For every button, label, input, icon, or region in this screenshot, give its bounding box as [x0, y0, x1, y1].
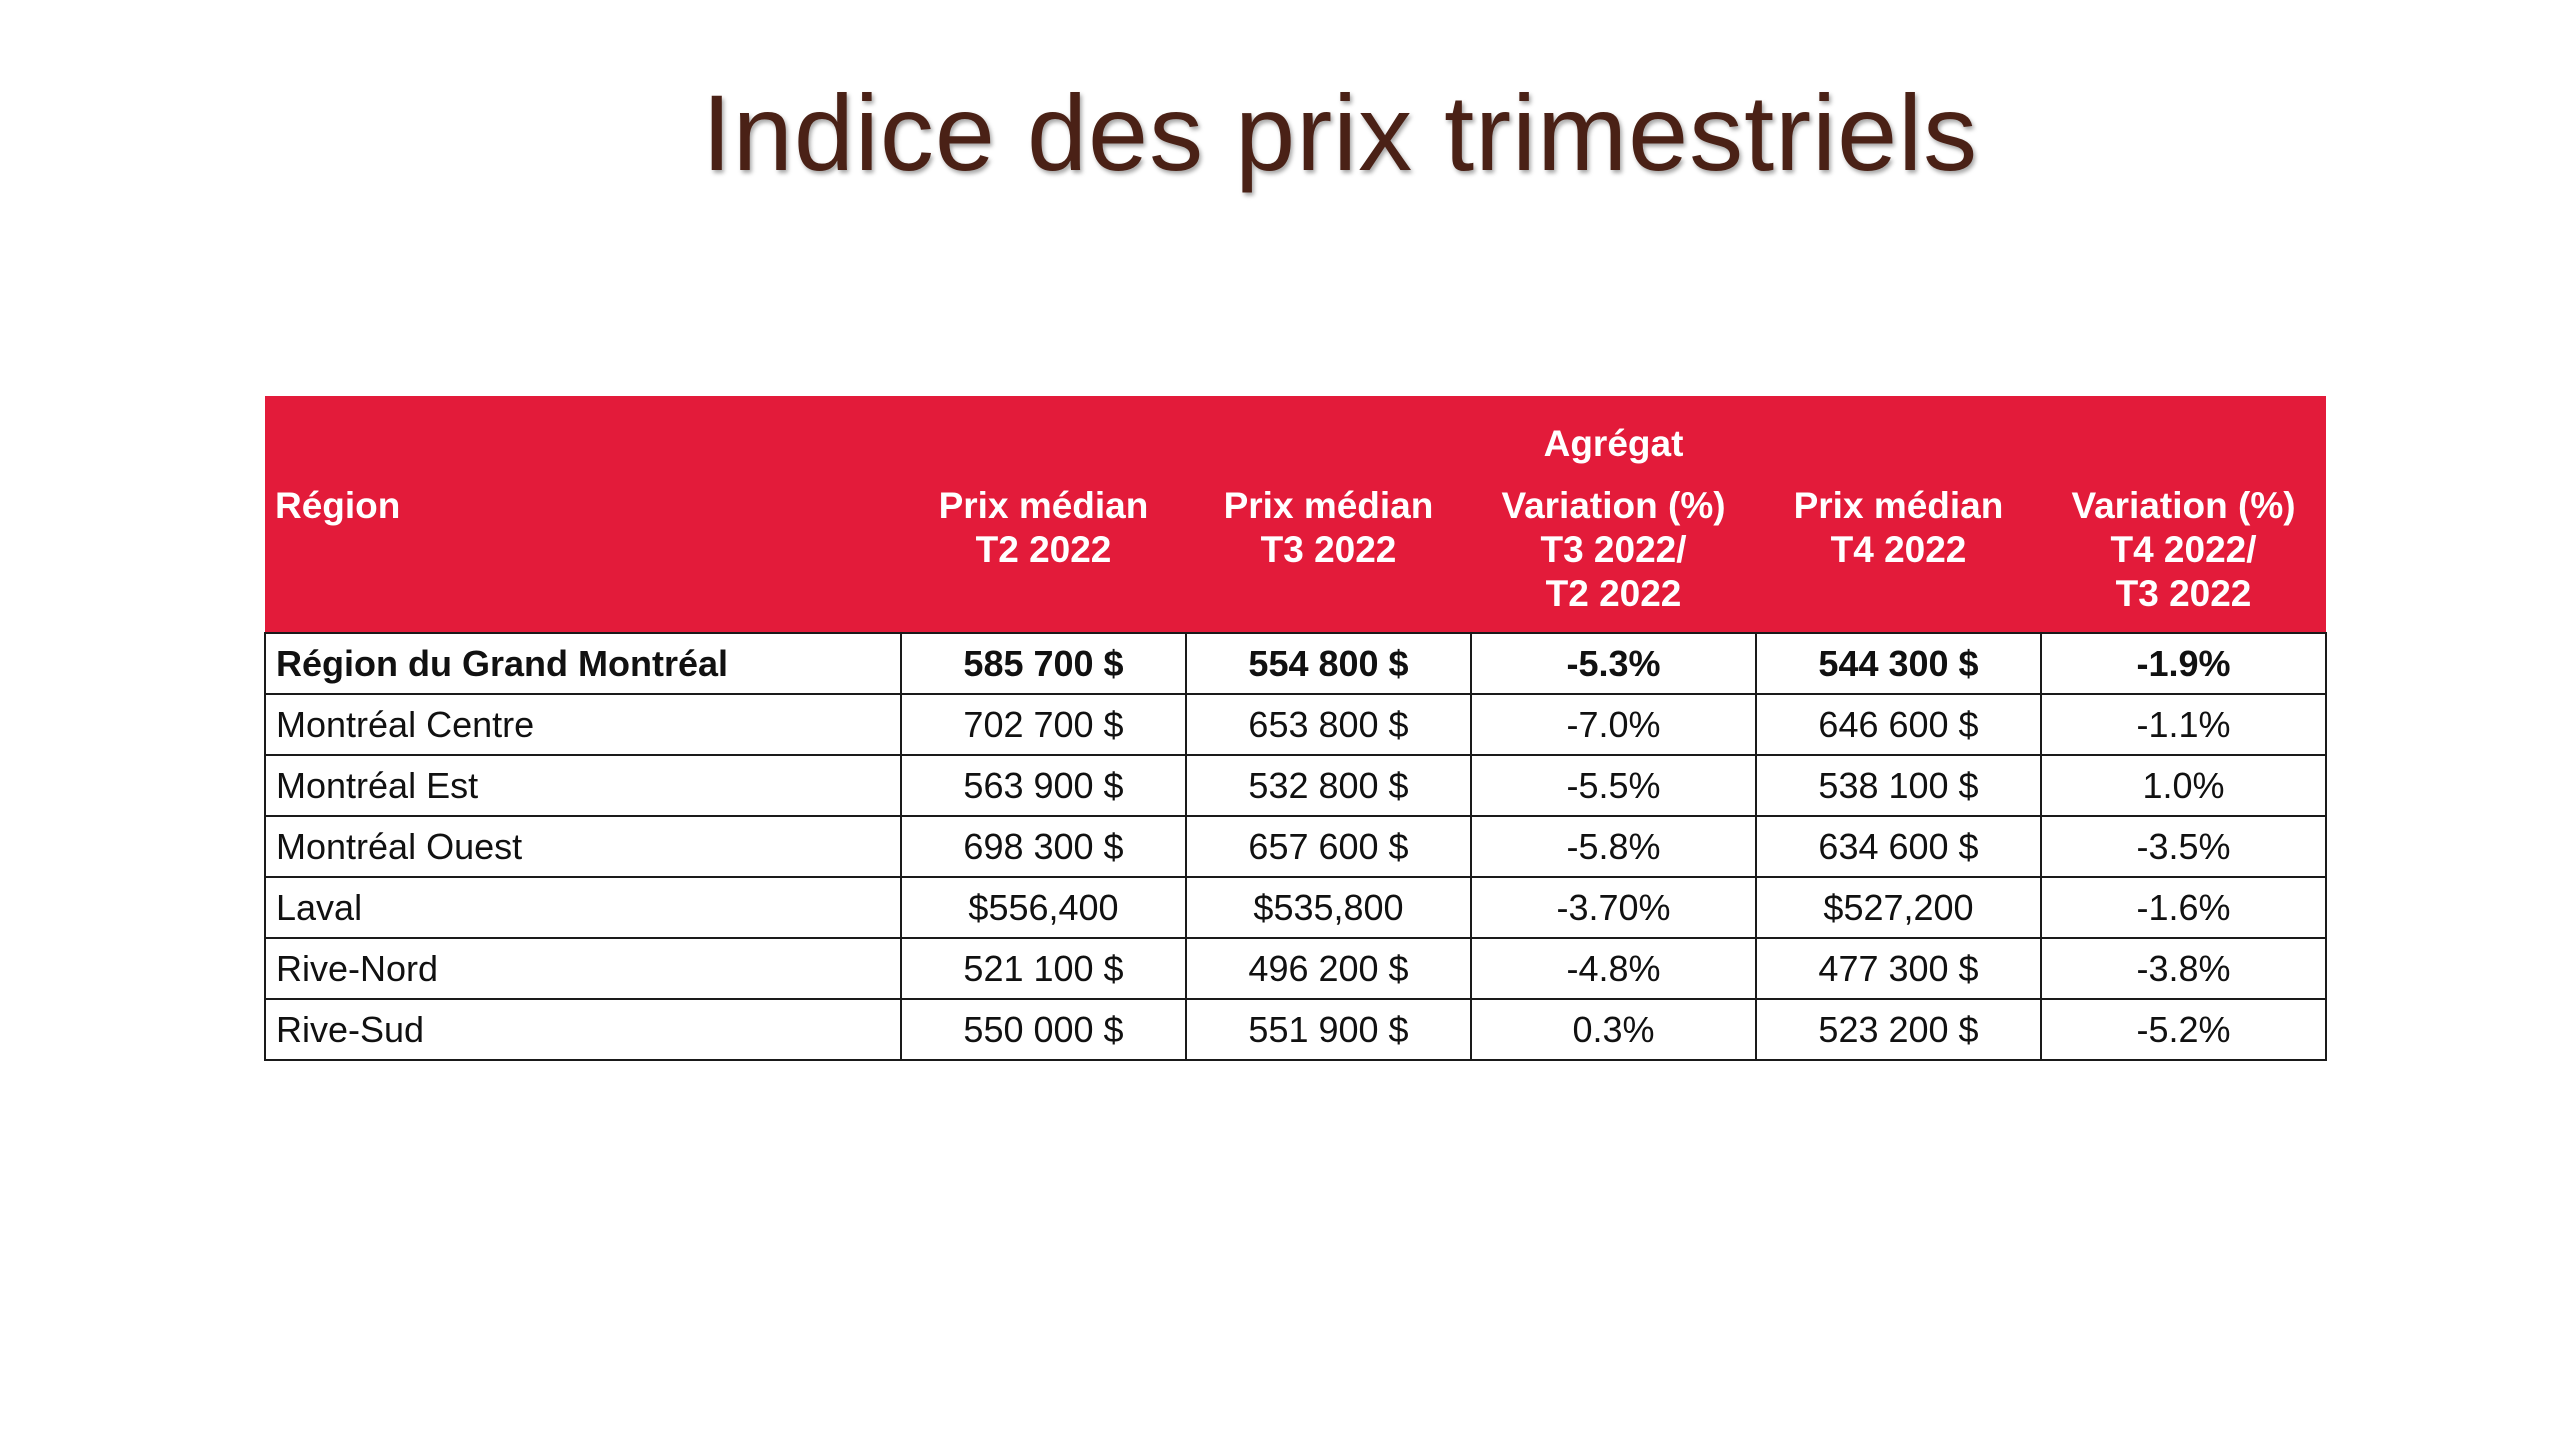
header-empty-cell: [265, 396, 901, 482]
region-cell: Montréal Centre: [265, 694, 901, 755]
table-row: [265, 938, 2326, 999]
value-cell: 657 600 $: [1186, 816, 1471, 877]
value-cell: 532 800 $: [1186, 755, 1471, 816]
region-cell: Montréal Ouest: [265, 816, 901, 877]
value-cell: -3.70%: [1471, 877, 1756, 938]
column-header-line: Variation (%): [1501, 485, 1726, 526]
column-header-line: T3 2022: [2115, 573, 2252, 614]
value-cell: 551 900 $: [1186, 999, 1471, 1060]
value-cell: $556,400: [901, 877, 1186, 938]
value-cell: 1.0%: [2041, 755, 2326, 816]
column-header-prix-t4: [1756, 482, 2041, 633]
column-header-line: T4 2022/: [2110, 529, 2257, 570]
value-cell: 554 800 $: [1186, 633, 1471, 694]
value-cell: 496 200 $: [1186, 938, 1471, 999]
value-cell: 563 900 $: [901, 755, 1186, 816]
column-header-line: Prix médian: [938, 485, 1149, 526]
column-header-variation-t4-t3: [2041, 482, 2326, 633]
region-cell: Région du Grand Montréal: [265, 633, 901, 694]
table-row: [265, 694, 2326, 755]
column-header-region: Région: [265, 482, 901, 633]
value-cell: 702 700 $: [901, 694, 1186, 755]
value-cell: 653 800 $: [1186, 694, 1471, 755]
value-cell: -5.3%: [1471, 633, 1756, 694]
column-header-line: Prix médian: [1223, 485, 1434, 526]
region-cell: Rive-Sud: [265, 999, 901, 1060]
table-group-header-row: [265, 396, 2326, 482]
region-cell: Montréal Est: [265, 755, 901, 816]
table-row: [265, 877, 2326, 938]
value-cell: 477 300 $: [1756, 938, 2041, 999]
value-cell: -5.5%: [1471, 755, 1756, 816]
table-row: [265, 999, 2326, 1060]
group-header-agregat: Agrégat: [901, 396, 2326, 482]
value-cell: 646 600 $: [1756, 694, 2041, 755]
value-cell: 521 100 $: [901, 938, 1186, 999]
table-row: [265, 755, 2326, 816]
value-cell: -4.8%: [1471, 938, 1756, 999]
price-index-table: [264, 396, 2327, 1061]
column-header-line: Prix médian: [1793, 485, 2004, 526]
table-column-header-row: [265, 482, 2326, 633]
value-cell: 523 200 $: [1756, 999, 2041, 1060]
column-header-prix-t2: [901, 482, 1186, 633]
column-header-variation-t3-t2: [1471, 482, 1756, 633]
column-header-line: T2 2022: [975, 529, 1112, 570]
value-cell: 550 000 $: [901, 999, 1186, 1060]
value-cell: -5.8%: [1471, 816, 1756, 877]
value-cell: 538 100 $: [1756, 755, 2041, 816]
value-cell: -3.5%: [2041, 816, 2326, 877]
column-header-prix-t3: [1186, 482, 1471, 633]
value-cell: 544 300 $: [1756, 633, 2041, 694]
value-cell: -7.0%: [1471, 694, 1756, 755]
value-cell: -1.6%: [2041, 877, 2326, 938]
page-title: Indice des prix trimestriels: [701, 72, 1979, 193]
value-cell: 698 300 $: [901, 816, 1186, 877]
column-header-line: T4 2022: [1830, 529, 1967, 570]
value-cell: 634 600 $: [1756, 816, 2041, 877]
value-cell: -3.8%: [2041, 938, 2326, 999]
table-row: [265, 816, 2326, 877]
value-cell: $535,800: [1186, 877, 1471, 938]
value-cell: $527,200: [1756, 877, 2041, 938]
price-index-table-container: [264, 396, 2326, 1061]
table-row-grand-montreal: [265, 633, 2326, 694]
column-header-line: T2 2022: [1545, 573, 1682, 614]
column-header-line: Variation (%): [2071, 485, 2296, 526]
value-cell: -1.1%: [2041, 694, 2326, 755]
value-cell: -1.9%: [2041, 633, 2326, 694]
region-cell: Rive-Nord: [265, 938, 901, 999]
column-header-line: T3 2022: [1260, 529, 1397, 570]
value-cell: -5.2%: [2041, 999, 2326, 1060]
value-cell: 0.3%: [1471, 999, 1756, 1060]
value-cell: 585 700 $: [901, 633, 1186, 694]
region-cell: Laval: [265, 877, 901, 938]
column-header-line: T3 2022/: [1540, 529, 1687, 570]
